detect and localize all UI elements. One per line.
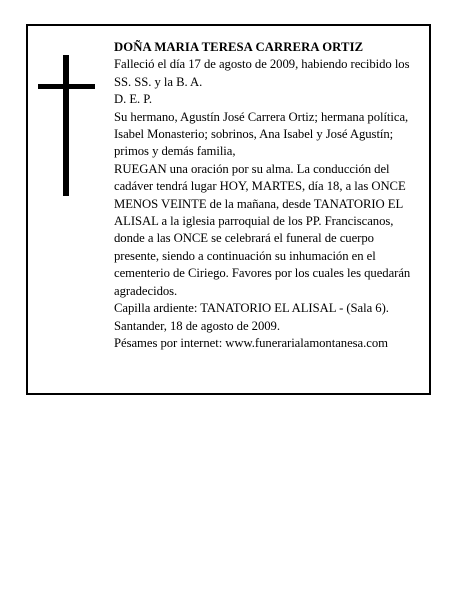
chapel-info: Capilla ardiente: TANATORIO EL ALISAL - (Sala 6). bbox=[114, 301, 389, 316]
notice-body bbox=[114, 39, 420, 352]
rip-line: D. E. P. bbox=[114, 92, 153, 107]
family-list: Su hermano, Agustín José Carrera Ortiz; hermana política, Isabel Monasterio; sobrinos, Ana Isabel y José Agustín; primos y demás familia, bbox=[114, 109, 409, 159]
condolences-website: Pésames por internet: www.funerarialamontanesa.com bbox=[114, 335, 388, 350]
cross-icon bbox=[63, 55, 69, 196]
deceased-name: DOÑA MARIA TERESA CARRERA ORTIZ bbox=[114, 40, 364, 54]
place-date: Santander, 18 de agosto de 2009. bbox=[114, 318, 280, 333]
cross-icon-arm bbox=[38, 84, 95, 89]
death-announcement: Falleció el día 17 de agosto de 2009, habiendo recibido los SS. SS. y la B. A. bbox=[114, 57, 410, 89]
ceremony-details: RUEGAN una oración por su alma. La conducción del cadáver tendrá lugar HOY, MARTES, día 18, a las ONCE MENOS VEINTE de la mañana, desde TANATORIO EL ALISAL a la iglesia parroquial de los PP. Franciscanos, donde a las ONCE se celebrará el funeral de cuerpo presente, siendo a continuación su inhumación en el cementerio de Ciriego. Favores por los cuales les quedarán agradecidos. bbox=[114, 161, 411, 298]
